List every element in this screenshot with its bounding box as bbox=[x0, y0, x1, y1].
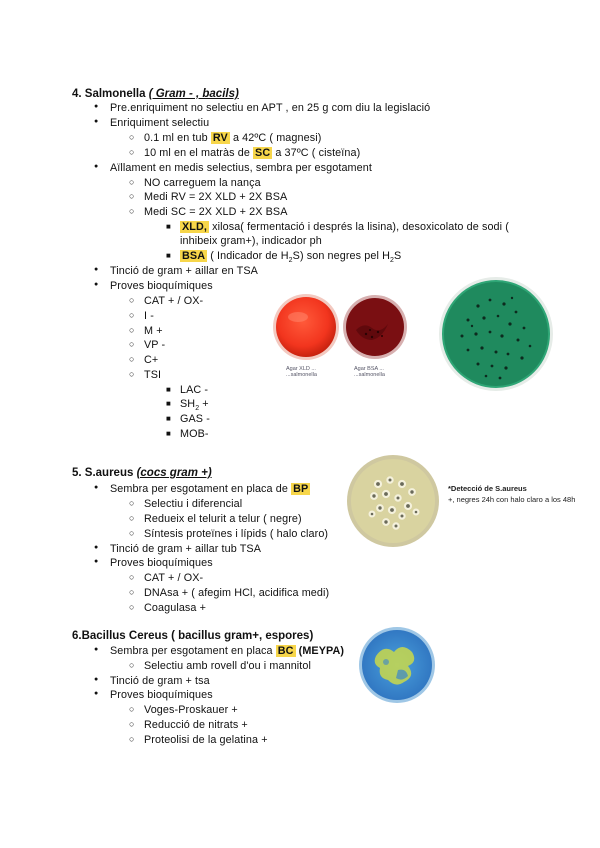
list-item: ○ C+ bbox=[144, 354, 158, 366]
list-item: ○ Voges-Proskauer + bbox=[144, 704, 238, 716]
list-item: ○ 10 ml en el matràs de SC a 37ºC ( cisteïna) bbox=[144, 147, 360, 159]
list-item: ○ VP - bbox=[144, 339, 165, 351]
highlight-bc: BC bbox=[277, 645, 294, 657]
list-item: ● Proves bioquímiques bbox=[110, 280, 213, 292]
list-item: ○ Coagulasa + bbox=[144, 602, 206, 614]
list-item: ● Tinció de gram + aillar en TSA bbox=[110, 265, 258, 277]
list-item: ○ TSI bbox=[144, 369, 161, 381]
list-item: ○ Síntesis proteïnes i lípids ( halo claro) bbox=[144, 528, 328, 540]
highlight-sc: SC bbox=[255, 147, 271, 159]
list-item: ○ M + bbox=[144, 325, 163, 337]
xld-plate-caption: Agar XLD ... ...salmonella bbox=[286, 366, 317, 378]
list-item: ○ Selectiu amb rovell d'ou i mannitol bbox=[144, 660, 311, 672]
saureus-note-text: +, negres 24h con halo claro a los 48h bbox=[448, 495, 576, 504]
list-item: ● Tinció de gram + aillar tub TSA bbox=[110, 543, 261, 555]
list-item: ● Sembra per esgotament en placa de BP bbox=[110, 483, 310, 495]
highlight-bp: BP bbox=[293, 483, 309, 495]
salmonella-colonies-plate-image bbox=[438, 276, 554, 392]
list-item: ■ GAS - bbox=[180, 413, 210, 425]
list-item: ■ MOB- bbox=[180, 428, 209, 440]
list-item: ● Proves bioquímiques bbox=[110, 557, 213, 569]
list-item: ■ LAC - bbox=[180, 384, 208, 396]
section-5-subtitle: (cocs gram +) bbox=[136, 467, 212, 479]
list-item: ■ XLD, xilosa( fermentació i després la lisina), desoxicolato de sodi ( bbox=[180, 221, 509, 233]
xld-agar-plate-image bbox=[272, 293, 340, 361]
list-item: ○ Selectiu i diferencial bbox=[144, 498, 242, 510]
highlight-rv: RV bbox=[212, 132, 228, 144]
list-item: ● Pre.enriquiment no selectiu en APT , en 25 g com diu la legislació bbox=[110, 102, 430, 114]
list-item: ○ NO carreguem la nança bbox=[144, 177, 261, 189]
highlight-bsa: BSA bbox=[182, 250, 206, 262]
list-item: ○ CAT + / OX- bbox=[144, 295, 203, 307]
section-4-subtitle: ( Gram - , bacils) bbox=[148, 88, 239, 100]
list-item: ○ Proteolisi de la gelatina + bbox=[144, 734, 268, 746]
list-item: ● Enriquiment selectiu bbox=[110, 117, 209, 129]
list-item: ● Tinció de gram + tsa bbox=[110, 675, 210, 687]
list-item: ○ Medi SC = 2X XLD + 2X BSA bbox=[144, 206, 288, 218]
list-item: ● Sembra per esgotament en placa BC (MEYPA) bbox=[110, 645, 344, 657]
highlight-xld: XLD, bbox=[182, 221, 207, 233]
list-item: ● Proves bioquímiques bbox=[110, 689, 213, 701]
list-item: ○ Medi RV = 2X XLD + 2X BSA bbox=[144, 191, 287, 203]
section-4-heading: 4. Salmonella ( Gram - , bacils) bbox=[72, 88, 239, 100]
saureus-note-title: *Detecció de S.aureus bbox=[448, 484, 527, 493]
list-item: ○ Reducció de nitrats + bbox=[144, 719, 248, 731]
bsa-plate-caption: Agar BSA ... ...salmonella bbox=[354, 366, 385, 378]
list-item-continued: inhibeix gram+), indicador ph bbox=[180, 235, 322, 247]
section-5-heading: 5. S.aureus (cocs gram +) bbox=[72, 467, 212, 479]
list-item: ● Aïllament en medis selectius, sembra per esgotament bbox=[110, 162, 372, 174]
bsa-agar-plate-image bbox=[342, 294, 408, 360]
list-item: ■ $SH_2$ + bbox=[180, 398, 209, 412]
list-item: ■ BSA ( Indicador de $H_2S$) son negres pel $H_2S$ bbox=[180, 250, 401, 264]
bacillus-cereus-plate-image bbox=[358, 626, 436, 704]
list-item: ○ I - bbox=[144, 310, 154, 322]
baird-parker-plate-image bbox=[346, 454, 440, 548]
list-item: ○ Redueix el telurit a telur ( negre) bbox=[144, 513, 302, 525]
section-6-heading: 6.Bacillus Cereus ( bacillus gram+, espores) bbox=[72, 630, 314, 642]
list-item: ○ DNAsa + ( afegim HCl, acidifica medi) bbox=[144, 587, 329, 599]
list-item: ○ CAT + / OX- bbox=[144, 572, 203, 584]
list-item: ○ 0.1 ml en tub RV a 42ºC ( magnesi) bbox=[144, 132, 321, 144]
